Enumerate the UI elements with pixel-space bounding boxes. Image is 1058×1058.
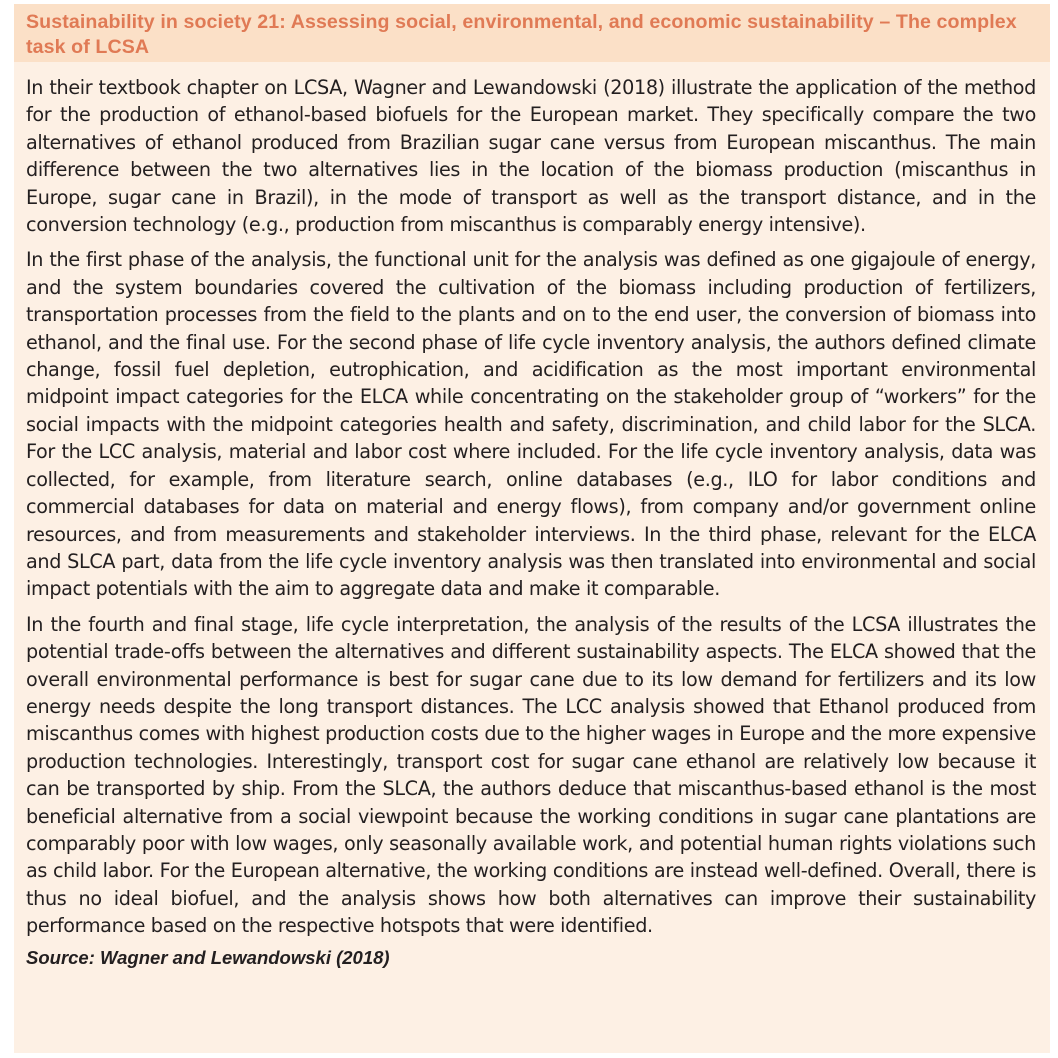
- paragraph-interpretation: In the fourth and final stage, life cycle interpretation, the analysis of the results of the LCSA illustrates the potential trade-offs between the alternatives and different sustainability aspects. The ELCA showed that the overall environmental performance is best for sugar cane due to its low demand for fertilizers and its low energy needs despite the long transport distances. The LCC analysis showed that Ethanol produced from miscanthus comes with highest production costs due to the higher wages in Europe and the more expensive production technologies. Interestingly, transport cost for sugar cane ethanol are relatively low because it can be transported by ship. From the SLCA, the authors deduce that miscanthus-based ethanol is the most beneficial alternative from a social viewpoint because the working conditions in sugar cane plantations are comparably poor with low wages, only seasonally available work, and potential human rights violations such as child labor. For the European alternative, the working conditions are instead well-defined. Overall, there is thus no ideal biofuel, and the analysis shows how both alternatives can improve their sustainability performance based on the respective hotspots that were identified.: [26, 612, 1036, 938]
- paragraph-phases: In the first phase of the analysis, the functional unit for the analysis was defined as one gigajoule of energy, and the system boundaries covered the cultivation of the biomass including production of fertilizers, transportation processes from the field to the plants and on to the end user, the conversion of biomass into ethanol, and the final use. For the second phase of life cycle inventory analysis, the authors defined climate change, fossil fuel depletion, eutrophication, and acidification as the most important environmental midpoint impact categories for the ELCA while concentrating on the stakeholder group of “workers” for the social impacts with the midpoint categories health and safety, discrimination, and child labor for the SLCA. For the LCC analysis, material and labor cost where included. For the life cycle inventory analysis, data was collected, for example, from literature search, online databases (e.g., ILO for labor conditions and commercial databases for data on material and energy flows), from company and/or government online resources, and from measurements and stakeholder interviews. In the third phase, relevant for the ELCA and SLCA part, data from the life cycle inventory analysis was then translated into environmental and social impact potentials with the aim to aggregate data and make it comparable.: [26, 248, 1036, 601]
- source-citation: Source: Wagner and Lewandowski (2018): [26, 946, 390, 968]
- paragraph-intro: In their textbook chapter on LCSA, Wagner and Lewandowski (2018) illustrate the application of the method for the production of ethanol-based biofuels for the European market. They specifically compare the two alternatives of ethanol produced from Brazilian sugar cane versus from European miscanthus. The main difference between the two alternatives lies in the location of the biomass production (miscanthus in Europe, sugar cane in Brazil), in the mode of transport as well as the transport distance, and in the conversion technology (e.g., production from miscanthus is comparably energy intensive).: [26, 76, 1036, 237]
- box-title: Sustainability in society 21: Assessing social, environmental, and economic sustainability – The complex task of LCSA: [26, 11, 1017, 58]
- box-header: [14, 4, 1050, 62]
- case-study-box: [14, 4, 1050, 1053]
- box-content: [14, 62, 1050, 970]
